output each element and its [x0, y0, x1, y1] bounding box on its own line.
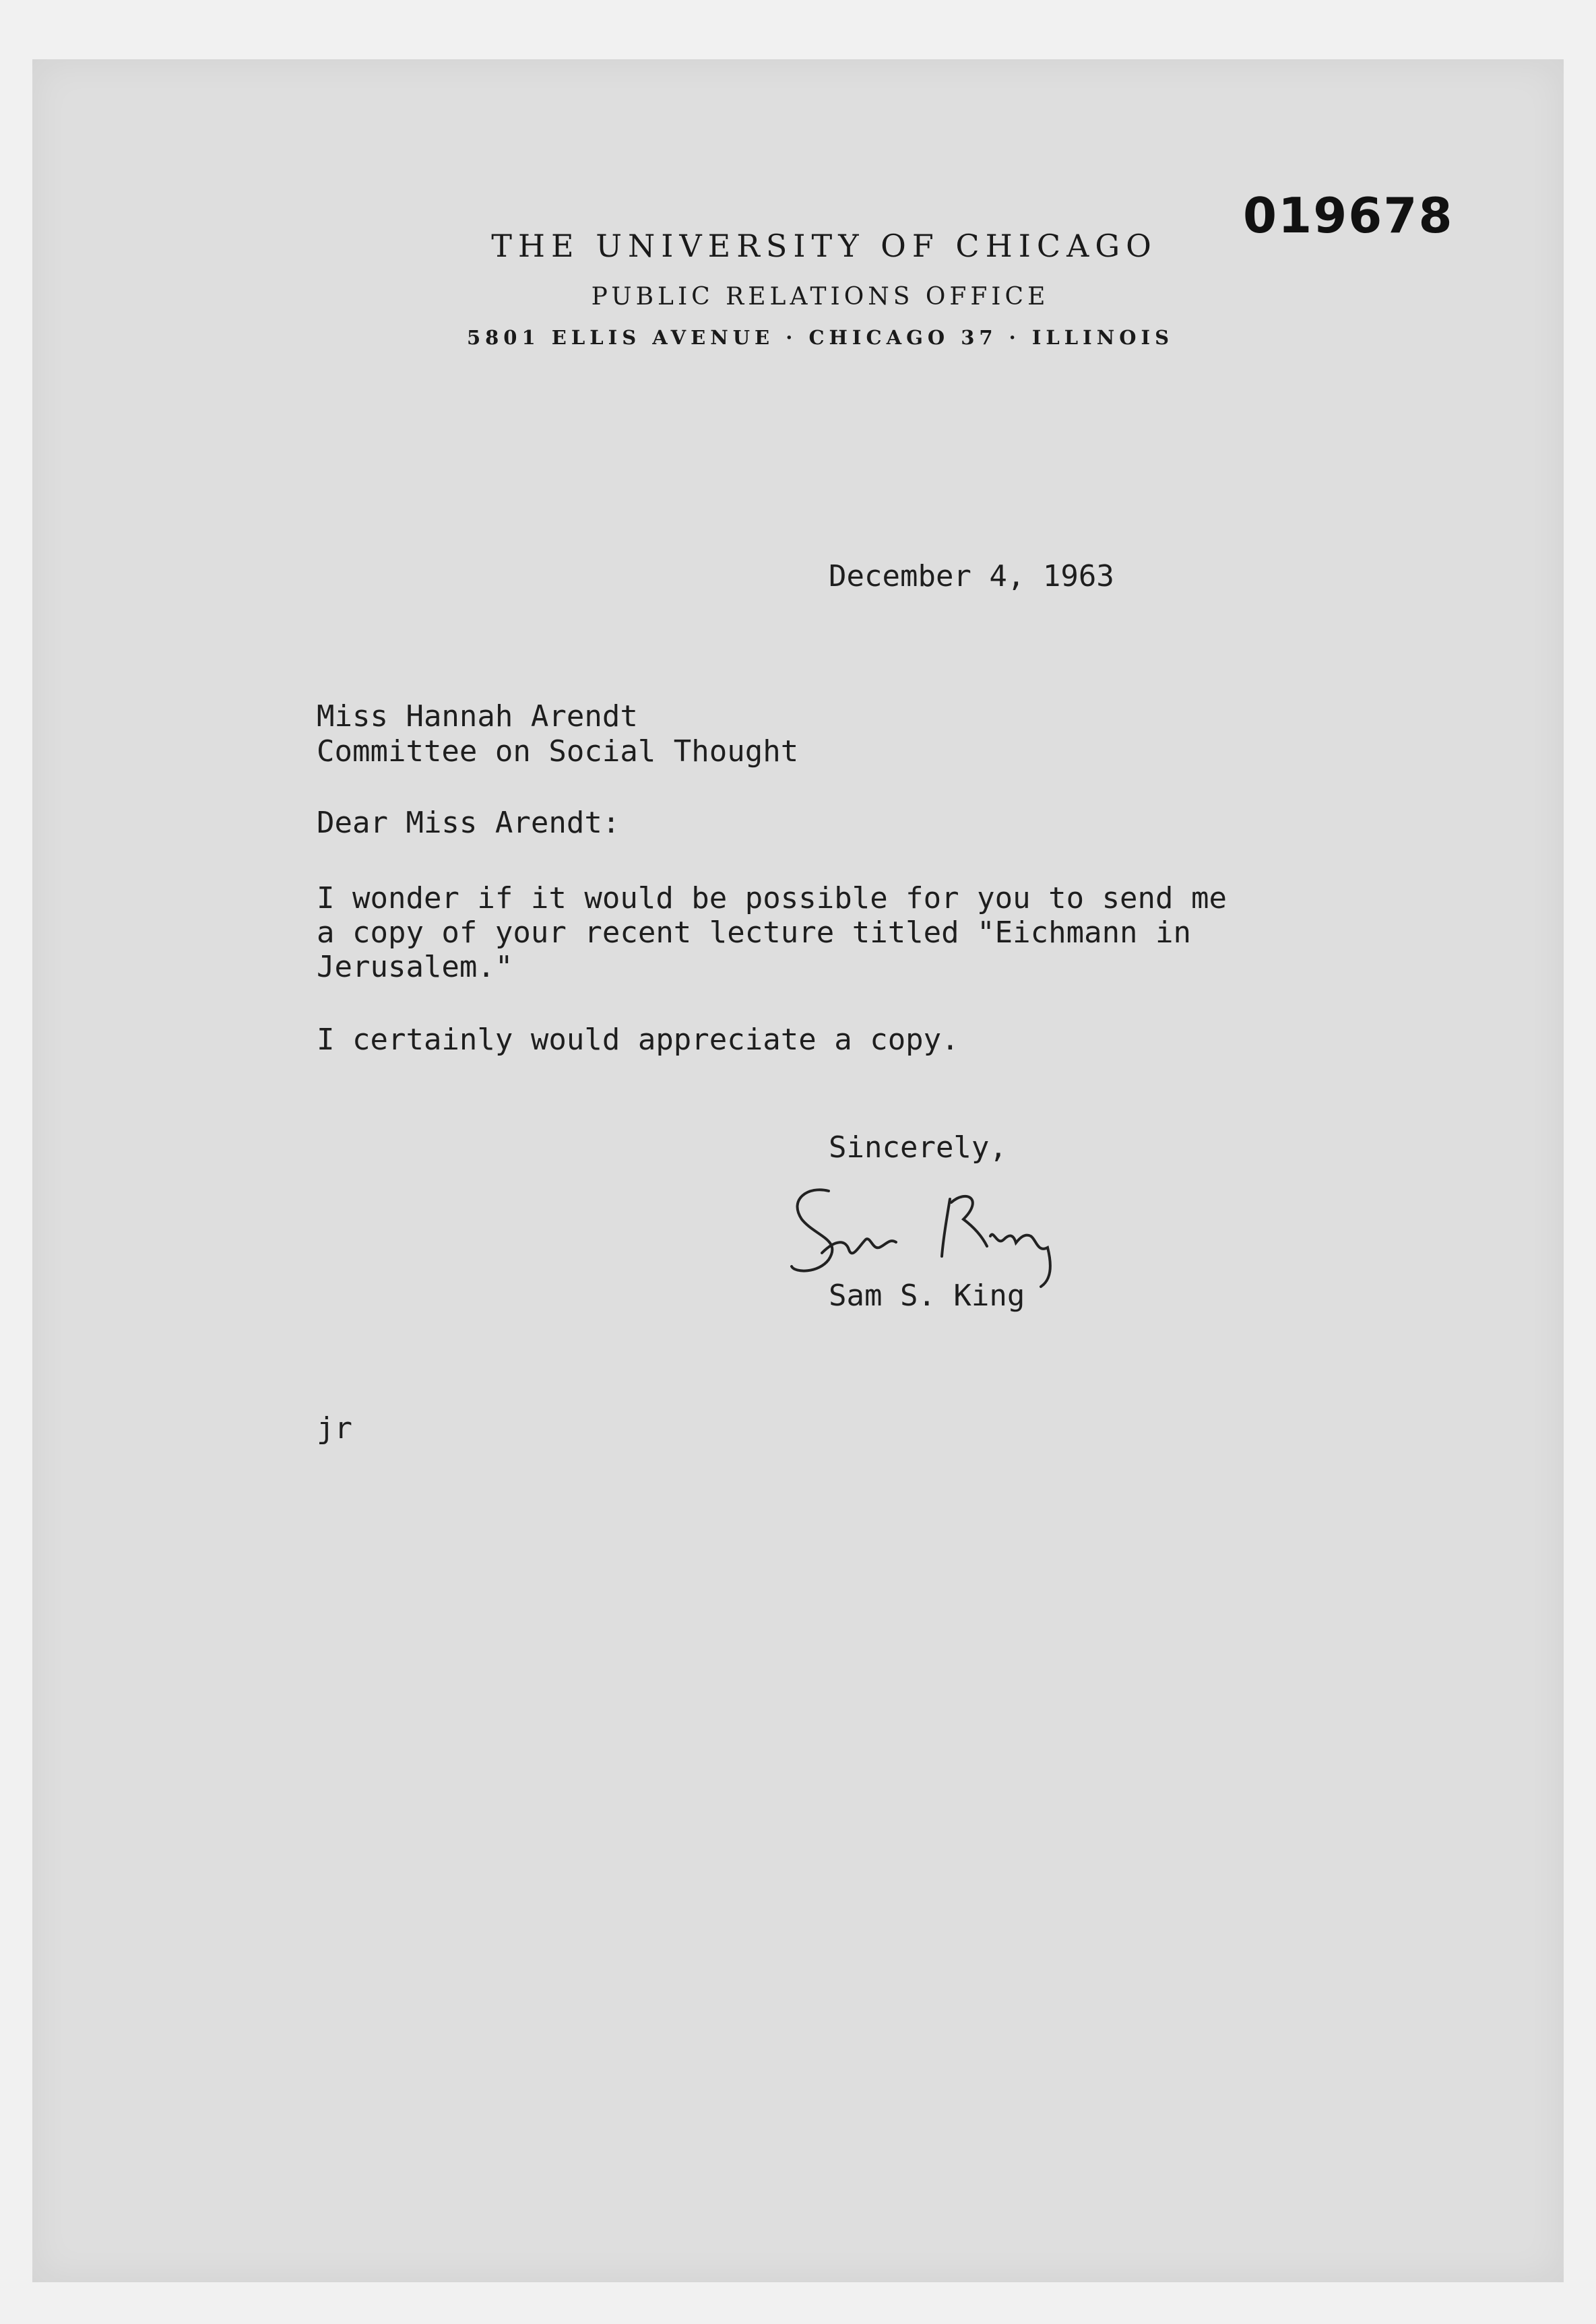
recipient-name: Miss Hannah Arendt	[317, 699, 638, 734]
letterhead-office: PUBLIC RELATIONS OFFICE	[591, 283, 1050, 311]
salutation: Dear Miss Arendt:	[317, 806, 620, 840]
recipient-organization: Committee on Social Thought	[317, 734, 799, 769]
letterhead-address: 5801 ELLIS AVENUE · CHICAGO 37 · ILLINOIS	[466, 326, 1174, 349]
letter-date: December 4, 1963	[829, 559, 1114, 593]
body-paragraph: I certainly would appreciate a copy.	[317, 1023, 959, 1057]
archive-number: 019678	[1243, 187, 1454, 244]
closing: Sincerely,	[829, 1130, 1007, 1165]
letterhead-institution: THE UNIVERSITY OF CHICAGO	[491, 228, 1157, 264]
typist-initials: jr	[317, 1411, 352, 1446]
letter-page	[32, 59, 1564, 2282]
handwritten-signature	[781, 1172, 1105, 1293]
signer-name: Sam S. King	[829, 1279, 1025, 1313]
body-paragraph: I wonder if it would be possible for you to send me a copy of your recent lecture titled "Eichmann in Jerusalem."	[317, 881, 1227, 984]
